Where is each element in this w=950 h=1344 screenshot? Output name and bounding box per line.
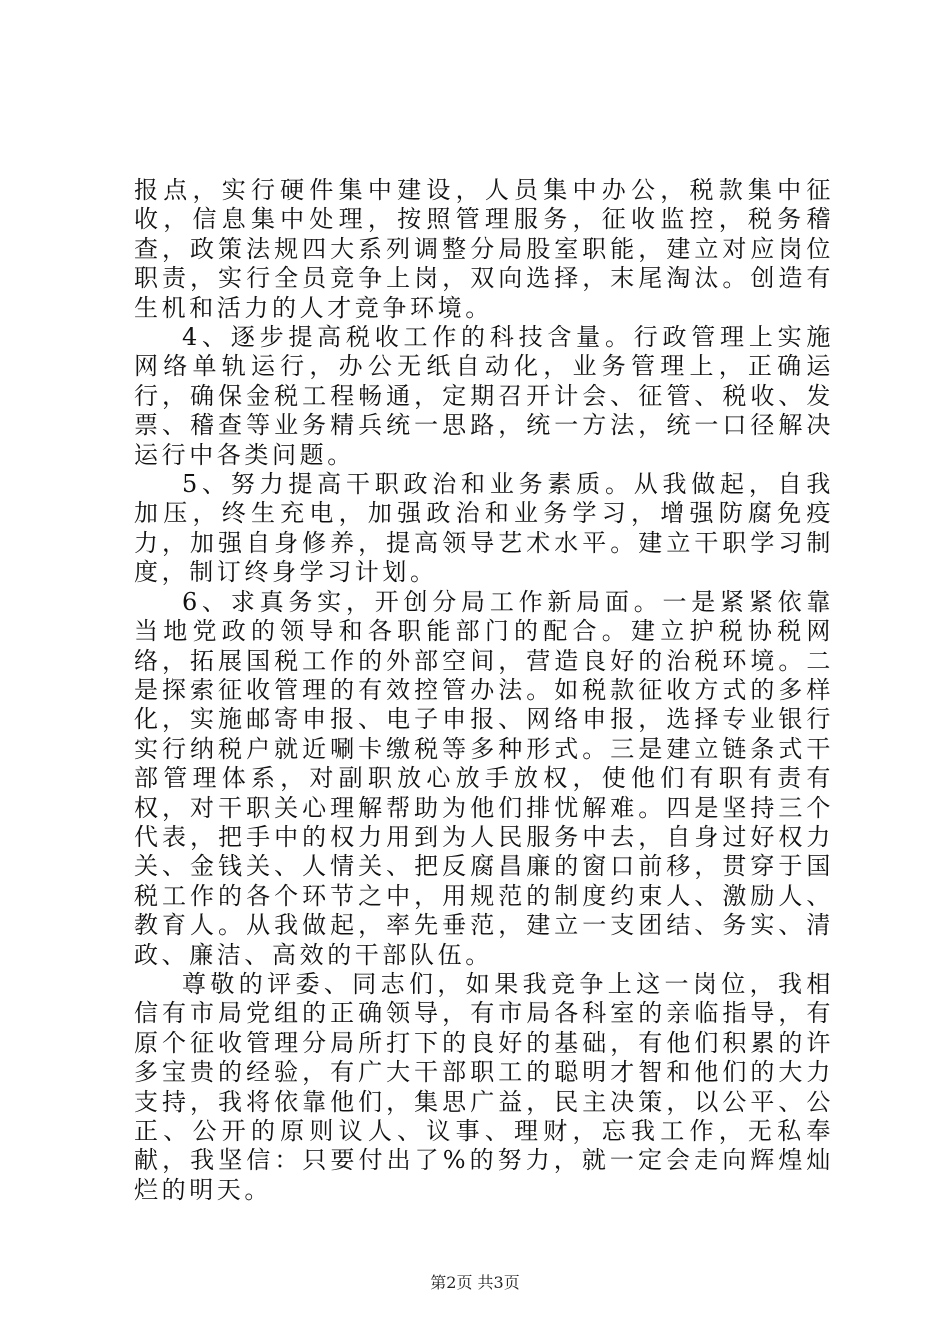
paragraph-closing: 尊敬的评委、同志们，如果我竞争上这一岗位，我相信有市局党组的正确领导，有市局各科室的亲临指导，有原个征收管理分局所打下的良好的基础，有他们积累的许多宝贵的经验，有广大干部职工的聪明才智和他们的大力支持，我将依靠他们，集思广益，民主决策，以公平、公正、公开的原则议人、议事、理财，忘我工作，无私奉献，我坚信：只要付出了%的努力，就一定会走向辉煌灿烂的明天。	[134, 969, 834, 1204]
page-footer: 第2页 共3页	[430, 1273, 520, 1292]
document-body	[134, 176, 834, 1205]
paragraph-item-5: 5、努力提高干职政治和业务素质。从我做起，自我加压，终生充电，加强政治和业务学习，增强防腐免疫力，加强自身修养，提高领导艺术水平。建立干职学习制度，制订终身学习计划。	[134, 470, 834, 587]
paragraph-continuation: 报点，实行硬件集中建设，人员集中办公，税款集中征收，信息集中处理，按照管理服务，征收监控，税务稽查，政策法规四大系列调整分局股室职能，建立对应岗位职责，实行全员竞争上岗，双向选择，末尾淘汰。创造有生机和活力的人才竞争环境。	[134, 176, 834, 322]
paragraph-item-4: 4、逐步提高税收工作的科技含量。行政管理上实施网络单轨运行，办公无纸自动化，业务管理上，正确运行，确保金税工程畅通，定期召开计会、征管、税收、发票、稽查等业务精兵统一思路，统一方法，统一口径解决运行中各类问题。	[134, 323, 834, 469]
paragraph-item-6: 6、求真务实，开创分局工作新局面。一是紧紧依靠当地党政的领导和各职能部门的配合。建立护税协税网络，拓展国税工作的外部空间，营造良好的治税环境。二是探索征收管理的有效控管办法。如税款征收方式的多样化，实施邮寄申报、电子申报、网络申报，选择专业银行实行纳税户就近唰卡缴税等多种形式。三是建立链条式干部管理体系，对副职放心放手放权，使他们有职有责有权，对干职关心理解帮助为他们排忧解难。四是坚持三个代表，把手中的权力用到为人民服务中去，自身过好权力关、金钱关、人情关、把反腐昌廉的窗口前移，贯穿于国税工作的各个环节之中，用规范的制度约束人、激励人、教育人。从我做起，率先垂范，建立一支团结、务实、清政、廉洁、高效的干部队伍。	[134, 587, 834, 969]
